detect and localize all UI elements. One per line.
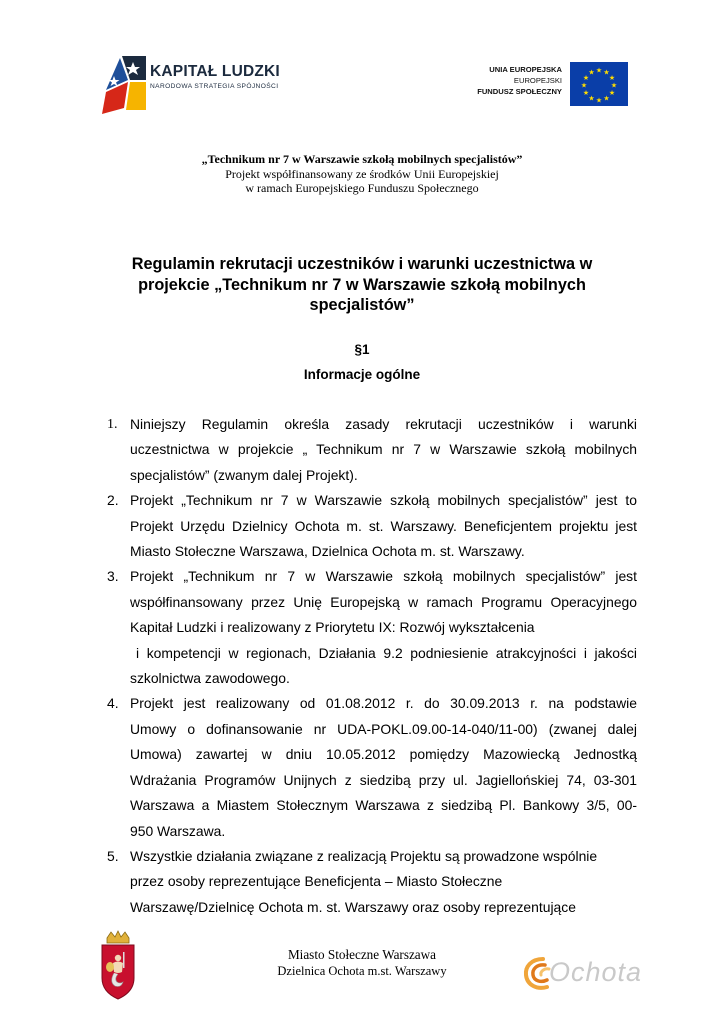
footer-district: Dzielnica Ochota m.st. Warszawy bbox=[277, 964, 447, 978]
list-item-line: Umowa) zawartej w dniu 10.05.2012 pomiędzy Mazowiecką Jednostką bbox=[130, 746, 637, 763]
list-item-line: przez osoby reprezentujące Beneficjenta – Miasto Stołeczne bbox=[130, 873, 503, 890]
svg-text:★: ★ bbox=[588, 94, 595, 103]
ochota-logo bbox=[523, 955, 645, 993]
footer-city: Miasto Stołeczne Warszawa bbox=[287, 947, 437, 962]
list-item-number: 3. bbox=[107, 568, 119, 585]
list-item-line: szkolnictwa zawodowego. bbox=[130, 670, 290, 687]
kapital-ludzki-name: KAPITAŁ LUDZKI bbox=[150, 63, 280, 80]
svg-text:★: ★ bbox=[610, 81, 618, 90]
list-item-line: Projekt jest realizowany od 01.08.2012 r. do 30.09.2013 r. na podstawie bbox=[130, 695, 637, 712]
list-item-line: Niniejszy Regulamin określa zasady rekrutacji uczestników i warunki bbox=[130, 416, 637, 432]
svg-text:★: ★ bbox=[595, 96, 603, 105]
svg-text:★: ★ bbox=[608, 74, 616, 82]
project-fund: w ramach Europejskiego Funduszu Społecznego bbox=[245, 181, 479, 195]
svg-text:★: ★ bbox=[580, 81, 588, 90]
section-number: §1 bbox=[354, 342, 370, 357]
list-item-line: uczestnictwa w projekcie „ Technikum nr 7 w Warszawie szkołą mobilnych bbox=[130, 441, 637, 458]
list-item-line: Kapitał Ludzki i realizowany z Priorytetu IX: Rozwój wykształcenia bbox=[130, 619, 535, 636]
list-item-line: Wdrażania Programów Unijnych z siedzibą przy ul. Jagiellońskiej 74, 03-301 bbox=[130, 771, 637, 788]
list-item-number: 4. bbox=[107, 695, 119, 712]
list-item-line: Warszawę/Dzielnicę Ochota m. st. Warszawy oraz osoby reprezentujące bbox=[130, 898, 576, 915]
eu-logo-line2: EUROPEJSKI bbox=[513, 76, 562, 85]
svg-text:★: ★ bbox=[608, 89, 616, 97]
list-item-line: 950 Warszawa. bbox=[130, 822, 226, 839]
svg-text:★: ★ bbox=[582, 74, 590, 82]
svg-text:★: ★ bbox=[603, 94, 610, 103]
list-item-line: Miasto Stołeczne Warszawa, Dzielnica Ochota m. st. Warszawy. bbox=[130, 543, 525, 560]
list-item-line: specjalistów” (zwanym dalej Projekt). bbox=[130, 466, 358, 483]
list-item-line: Projekt „Technikum nr 7 w Warszawie szkołą mobilnych specjalistów” jest to bbox=[130, 492, 637, 509]
eu-logo-line1: UNIA EUROPEJSKA bbox=[489, 65, 562, 74]
list-item-line: Projekt „Technikum nr 7 w Warszawie szkołą mobilnych specjalistów” jest bbox=[130, 568, 637, 585]
list-item-line: współfinansowany przez Unię Europejską w ramach Programu Operacyjnego bbox=[130, 593, 637, 610]
list-item bbox=[107, 564, 637, 691]
eu-logo-text bbox=[477, 64, 562, 97]
document-title: Regulamin rekrutacji uczestników i warunki uczestnictwa w projekcie „Technikum nr 7 w Warszawie szkołą mobilnych specjalistów” bbox=[131, 255, 593, 314]
svg-text:★: ★ bbox=[595, 66, 603, 75]
list-item-line: i kompetencji w regionach, Działania 9.2 podniesienie atrakcyjności i jakości bbox=[136, 644, 637, 661]
list-item-line: Warszawa a Miastem Stołecznym Warszawa z siedzibą Pl. Bankowy 3/5, 00- bbox=[130, 797, 637, 814]
regulation-list bbox=[107, 412, 637, 920]
eu-logo-line3: FUNDUSZ SPOŁECZNY bbox=[477, 87, 562, 96]
eu-flag-icon bbox=[570, 62, 628, 106]
list-item bbox=[107, 412, 637, 488]
list-item-line: Wszystkie działania związane z realizacją Projektu są prowadzone wspólnie bbox=[130, 847, 598, 864]
kapital-ludzki-subtitle: NARODOWA STRATEGIA SPÓJNOŚCI bbox=[150, 83, 279, 90]
list-item-number: 2. bbox=[107, 492, 119, 509]
project-cofinancing: Projekt współfinansowany ze środków Unii Europejskiej bbox=[225, 166, 499, 181]
list-item bbox=[107, 691, 637, 843]
list-item-line: Projekt Urzędu Dzielnicy Ochota m. st. Warszawy. Beneficjentem projektu jest bbox=[130, 517, 637, 534]
kapital-ludzki-emblem-icon bbox=[100, 54, 148, 116]
project-info bbox=[0, 152, 724, 196]
svg-text:★: ★ bbox=[603, 68, 610, 77]
list-item bbox=[107, 488, 637, 564]
list-item-number: 1. bbox=[107, 417, 118, 432]
project-title: „Technikum nr 7 w Warszawie szkołą mobilnych specjalistów” bbox=[201, 152, 523, 166]
svg-text:★: ★ bbox=[588, 68, 595, 77]
list-item-line: Umowy o dofinansowanie nr UDA-POKL.09.00-14-040/11-00) (zwanej dalej bbox=[130, 720, 637, 737]
svg-text:★: ★ bbox=[582, 89, 590, 97]
eu-logo bbox=[470, 62, 628, 106]
ochota-logo-text: Ochota bbox=[549, 957, 643, 987]
kapital-ludzki-logo bbox=[100, 54, 285, 116]
list-item bbox=[107, 844, 637, 920]
section-title: Informacje ogólne bbox=[303, 367, 421, 382]
list-item-number: 5. bbox=[107, 847, 119, 864]
